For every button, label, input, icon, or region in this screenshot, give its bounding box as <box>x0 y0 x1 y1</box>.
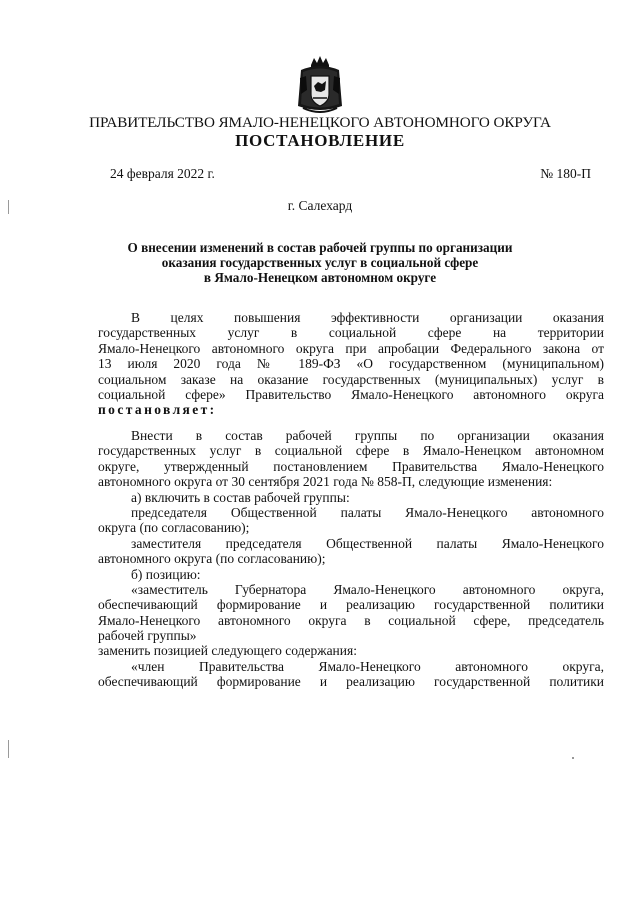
text-line: Ямало-Ненецкого автономного округа при апробации Федерального закона от <box>98 340 604 356</box>
text-line: государственных услуг в социальной сфере на территории <box>98 325 604 341</box>
text-line: председателя Общественной палаты Ямало-Ненецкого автономного <box>131 504 604 520</box>
document-number: № 180-П <box>540 166 591 181</box>
title-line: оказания государственных услуг в социальной сфере <box>161 255 479 270</box>
document-date: 24 февраля 2022 г. <box>110 166 215 181</box>
text-line: округа (по согласованию); <box>98 520 250 536</box>
text-line: а) включить в состав рабочей группы: <box>131 489 350 505</box>
scan-mark <box>8 740 9 758</box>
document-title <box>110 240 530 285</box>
preamble-paragraph <box>98 310 604 418</box>
text-line: «член Правительства Ямало-Ненецкого автономного округа, <box>131 658 604 674</box>
text-line <box>98 402 604 417</box>
document-city: г. Салехард <box>287 198 353 213</box>
title-line: О внесении изменений в состав рабочей группы по организации <box>127 240 513 255</box>
text-line: 13 июля 2020 года № 189-ФЗ «О государственном (муниципальном) <box>98 356 604 372</box>
text-line: автономного округа от 30 сентября 2021 года № 858-П, следующие изменения: <box>98 474 553 490</box>
scan-mark <box>572 757 574 759</box>
text-line: Внести в состав рабочей группы по организации оказания <box>131 428 604 443</box>
text-line: Ямало-Ненецкого автономного округа в социальной сфере, председатель <box>98 612 604 628</box>
organization-name: ПРАВИТЕЛЬСТВО ЯМАЛО-НЕНЕЦКОГО АВТОНОМНОГО ОКРУГА <box>89 114 551 131</box>
text-line: социальном заказе на оказание государственных (муниципальных) услуг в <box>98 371 604 387</box>
text-line: «заместитель Губернатора Ямало-Ненецкого автономного округа, <box>131 581 604 597</box>
decree-word: постановляет: <box>98 402 217 418</box>
text-line: социальной сфере» Правительство Ямало-Ненецкого автономного округа <box>98 386 604 402</box>
text-line: В целях повышения эффективности организации оказания <box>131 310 604 325</box>
text-line: обеспечивающий формирование и реализацию государственной политики <box>98 674 604 690</box>
text-line: автономного округа (по согласованию); <box>98 551 326 567</box>
text-line: заместителя председателя Общественной палаты Ямало-Ненецкого <box>131 535 604 551</box>
text-line: заменить позицией следующего содержания: <box>98 643 357 659</box>
body-paragraphs <box>98 428 604 690</box>
text-line: обеспечивающий формирование и реализацию государственной политики <box>98 597 604 613</box>
text-line: государственных услуг в социальной сфере в Ямало-Ненецком автономном <box>98 443 604 459</box>
text-line: рабочей группы» <box>98 628 197 644</box>
coat-of-arms-icon <box>297 56 343 121</box>
text-line: б) позицию: <box>131 566 201 582</box>
scan-mark <box>8 200 9 214</box>
text-line: округе, утвержденный постановлением Правительства Ямало-Ненецкого <box>98 458 604 474</box>
title-line: в Ямало-Ненецком автономном округе <box>203 270 437 285</box>
document-type: ПОСТАНОВЛЕНИЕ <box>235 131 405 150</box>
